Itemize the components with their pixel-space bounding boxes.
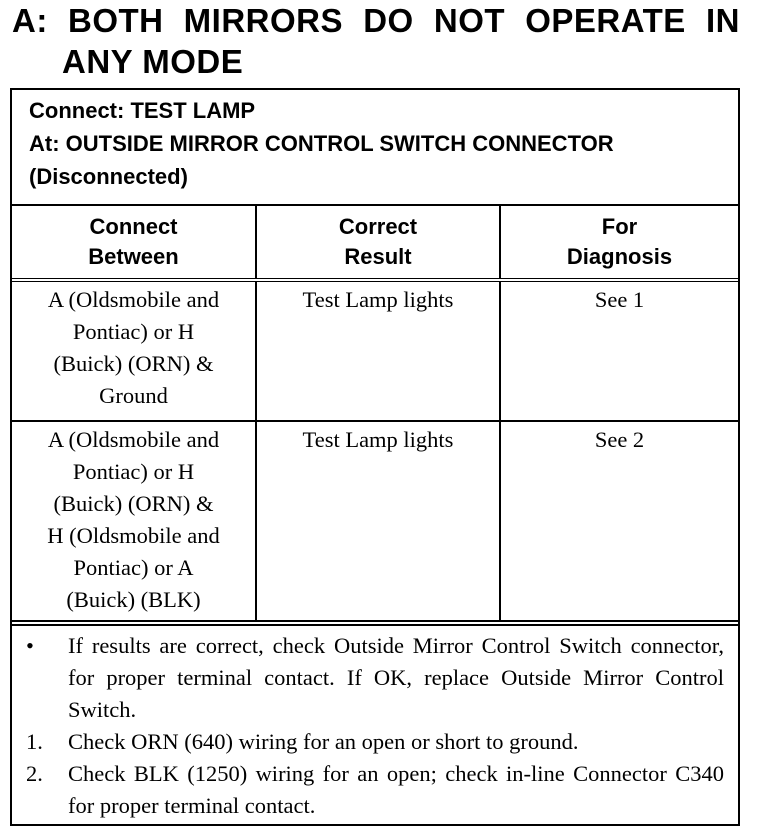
cell-connect-between	[12, 280, 256, 421]
cell-line: Pontiac) or A	[73, 555, 194, 580]
table-row	[12, 421, 738, 621]
column-header-line: Between	[88, 244, 179, 269]
note-item	[26, 726, 724, 758]
note-text: Check ORN (640) wiring for an open or short to ground.	[68, 729, 579, 754]
title-word: OPERATE	[525, 2, 686, 39]
column-header-line: For	[601, 214, 638, 239]
title-word: BOTH	[68, 2, 164, 39]
note-text: If results are correct, check Outside Mirror Control Switch connector, for proper terminal contact. If OK, replace Outside Mirror Control Switch.	[68, 633, 724, 722]
title-word: NOT	[433, 2, 506, 39]
cell-line: A (Oldsmobile and	[47, 287, 220, 312]
column-header-connect-between	[12, 204, 256, 280]
column-header-for-diagnosis	[500, 204, 738, 280]
test-setup-header	[12, 90, 738, 206]
column-header-row	[12, 204, 738, 280]
diagnostic-table-box	[10, 88, 740, 826]
cell-connect-between	[12, 421, 256, 621]
note-item	[26, 630, 724, 726]
title-word: IN	[705, 2, 740, 39]
note-text: Check BLK (1250) wiring for an open; check in-line Connector C340 for proper terminal contact.	[68, 761, 724, 818]
page-title	[12, 0, 752, 82]
bullet-marker: •	[26, 633, 34, 658]
connect-instruction: Connect: TEST LAMP	[29, 98, 256, 123]
diagnostic-grid	[12, 204, 738, 622]
cell-correct-result: Test Lamp lights	[256, 280, 500, 421]
title-word: DO	[363, 2, 414, 39]
title-line-2: ANY MODE	[62, 43, 244, 80]
cell-diagnosis: See 2	[500, 421, 738, 621]
cell-line: Pontiac) or H	[72, 319, 195, 344]
column-header-correct-result	[256, 204, 500, 280]
cell-correct-result: Test Lamp lights	[256, 421, 500, 621]
number-marker: 1.	[26, 729, 43, 754]
note-item	[26, 758, 724, 822]
notes-section	[12, 624, 738, 822]
column-header-line: Result	[344, 244, 412, 269]
title-label: A:	[12, 2, 48, 39]
cell-line: Pontiac) or H	[72, 459, 195, 484]
cell-line: (Buick) (ORN) &	[53, 351, 214, 376]
column-header-line: Diagnosis	[566, 244, 673, 269]
table-row	[12, 280, 738, 421]
title-line-1	[12, 0, 740, 41]
cell-diagnosis: See 1	[500, 280, 738, 421]
cell-line: Ground	[99, 383, 168, 408]
at-instruction: At: OUTSIDE MIRROR CONTROL SWITCH CONNECTOR	[29, 131, 614, 156]
title-word: MIRRORS	[183, 2, 344, 39]
cell-line: (Buick) (ORN) &	[53, 491, 214, 516]
cell-line: A (Oldsmobile and	[47, 427, 220, 452]
column-header-line: Connect	[89, 214, 178, 239]
cell-line: (Buick) (BLK)	[66, 587, 201, 612]
column-header-line: Correct	[338, 214, 418, 239]
connector-state: (Disconnected)	[29, 164, 188, 189]
cell-line: H (Oldsmobile and	[47, 523, 220, 548]
number-marker: 2.	[26, 761, 43, 786]
